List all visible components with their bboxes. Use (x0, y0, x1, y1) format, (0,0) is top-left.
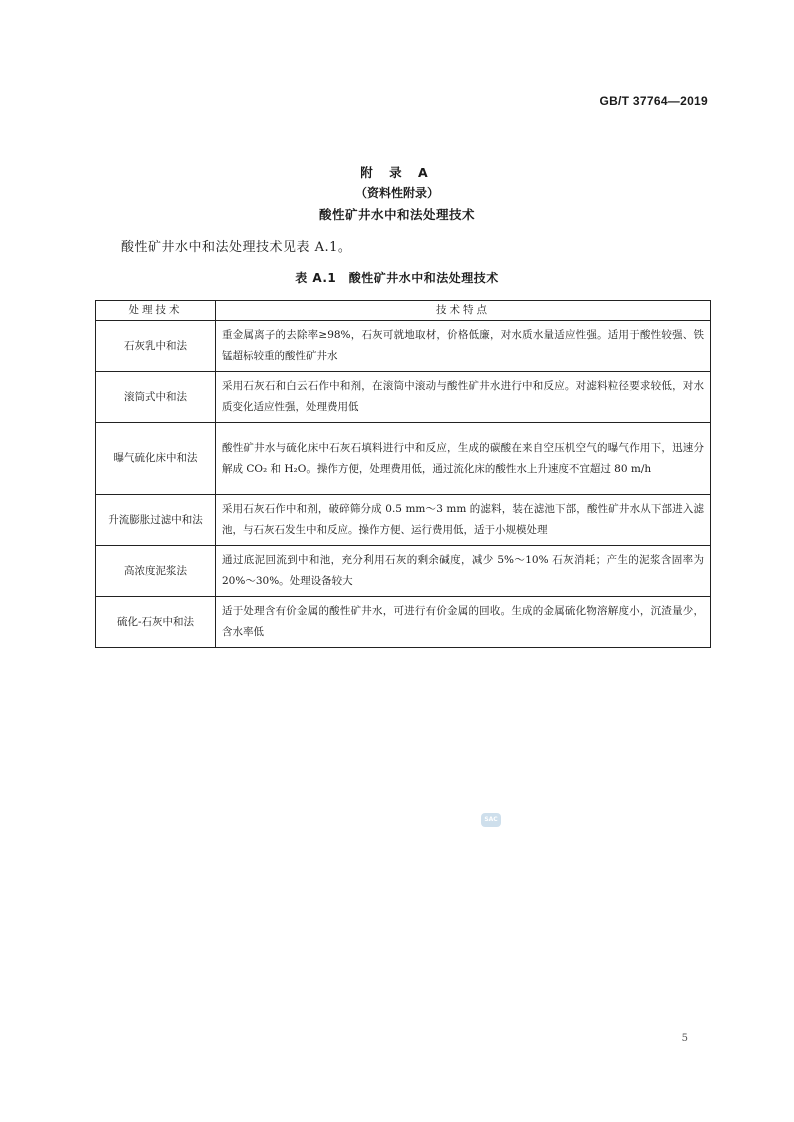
table-header-row (96, 301, 711, 321)
table-row (96, 423, 711, 495)
table-row (96, 546, 711, 597)
technique-description: 适于处理含有价金属的酸性矿井水，可进行有价金属的回收。生成的金属硫化物溶解度小，沉渣量少，含水率低 (216, 597, 711, 648)
technique-description: 酸性矿井水与硫化床中石灰石填料进行中和反应，生成的碳酸在来自空压机空气的曝气作用下，迅速分解成 CO₂ 和 H₂O。操作方便，处理费用低，通过流化床的酸性水上升速度不宜超过 80 m/h (216, 423, 711, 495)
column-header-technique: 处理技术 (96, 301, 216, 321)
table-row (96, 495, 711, 546)
column-header-features: 技术特点 (216, 301, 711, 321)
technology-table (95, 300, 711, 648)
technique-name: 石灰乳中和法 (96, 321, 216, 372)
technique-name: 滚筒式中和法 (96, 372, 216, 423)
technique-description: 采用石灰石和白云石作中和剂，在滚筒中滚动与酸性矿井水进行中和反应。对滤料粒径要求较低，对水质变化适应性强，处理费用低 (216, 372, 711, 423)
technique-description: 通过底泥回流到中和池，充分利用石灰的剩余碱度，减少 5%～10% 石灰消耗；产生的泥浆含固率为 20%～30%。处理设备较大 (216, 546, 711, 597)
technique-name: 曝气硫化床中和法 (96, 423, 216, 495)
technique-name: 硫化-石灰中和法 (96, 597, 216, 648)
appendix-heading: 酸性矿井水中和法处理技术 (318, 207, 475, 222)
page-number: 5 (681, 1033, 688, 1044)
technique-name: 升流膨胀过滤中和法 (96, 495, 216, 546)
technique-description: 采用石灰石作中和剂，破碎筛分成 0.5 mm～3 mm 的滤料，装在滤池下部，酸性矿井水从下部进入滤池，与石灰石发生中和反应。操作方便、运行费用低，适于小规模处理 (216, 495, 711, 546)
technique-name: 高浓度泥浆法 (96, 546, 216, 597)
appendix-title: 附 录 A (360, 165, 434, 180)
sac-watermark-logo: SAC (481, 813, 501, 827)
appendix-subtitle: （资料性附录） (354, 186, 439, 200)
table-row (96, 597, 711, 648)
standard-code: GB/T 37764—2019 (599, 94, 708, 108)
intro-paragraph: 酸性矿井水中和法处理技术见表 A.1。 (121, 240, 352, 255)
table-caption: 表 A.1 酸性矿井水中和法处理技术 (295, 271, 499, 285)
table-row (96, 372, 711, 423)
technique-description: 重金属离子的去除率≥98%，石灰可就地取材，价格低廉，对水质水量适应性强。适用于酸性较强、铁锰超标较重的酸性矿井水 (216, 321, 711, 372)
table-row (96, 321, 711, 372)
